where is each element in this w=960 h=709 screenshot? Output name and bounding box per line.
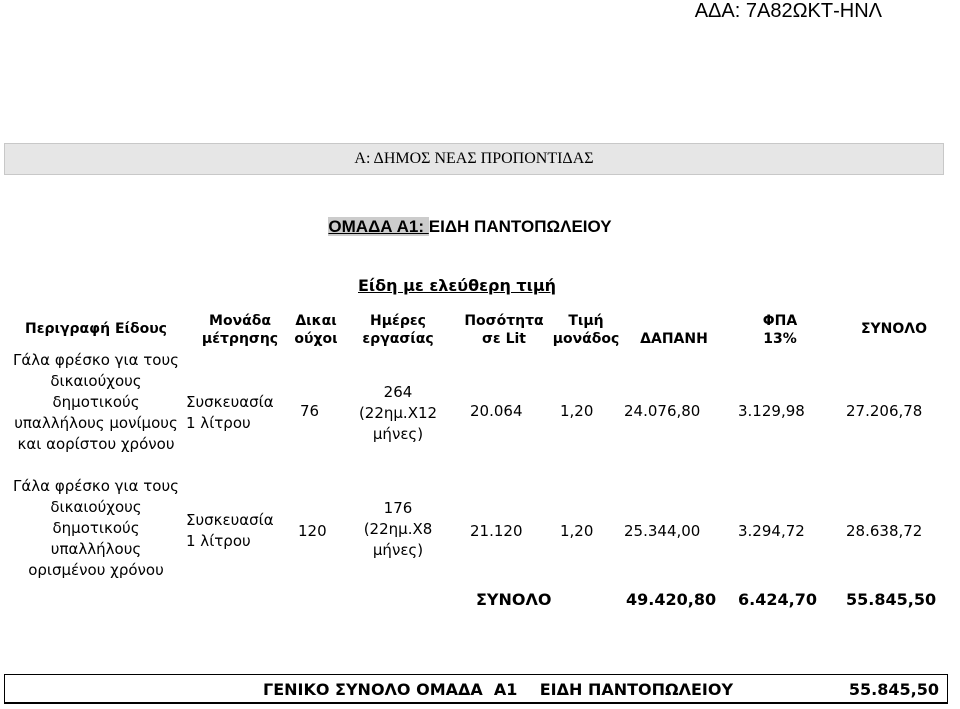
totals-label: ΣΥΝΟΛΟ (476, 590, 552, 609)
row2-workdays-line3: μήνες) (372, 541, 424, 559)
row2-price: 1,20 (560, 522, 594, 540)
row2-expense: 25.344,00 (624, 522, 701, 540)
header-beneficiaries (290, 312, 342, 348)
row2-unit (186, 510, 290, 552)
totals-vat: 6.424,70 (738, 590, 817, 609)
row1-unit-line1: Συσκευασία (186, 393, 274, 411)
group-title (0, 217, 940, 237)
municipality-title: Α: ΔΗΜΟΣ ΝΕΑΣ ΠΡΟΠΟΝΤΙΔΑΣ (354, 150, 594, 167)
header-workdays-line1: Ημέρες (370, 313, 426, 329)
grand-total-value: 55.845,50 (848, 680, 939, 699)
row1-workdays-line2: (22ημ.Χ12 (358, 404, 438, 422)
header-quantity-line2: σε Lit (482, 331, 526, 347)
header-vat (740, 312, 820, 348)
header-unit-line2: μέτρησης (201, 331, 279, 347)
header-quantity (458, 312, 550, 348)
row1-unit-line2: 1 λίτρου (186, 414, 251, 432)
free-price-title: Είδη με ελεύθερη τιμή (358, 276, 557, 295)
header-unit-line1: Μονάδα (209, 313, 271, 329)
row1-unit (186, 392, 290, 434)
totals-total: 55.845,50 (846, 590, 937, 609)
row2-total: 28.638,72 (846, 522, 923, 540)
row2-unit-line1: Συσκευασία (186, 511, 274, 529)
row2-beneficiaries: 120 (298, 522, 327, 540)
header-price (548, 312, 624, 348)
row2-quantity: 21.120 (470, 522, 523, 540)
header-price-line1: Τιμή (568, 313, 604, 329)
row1-expense: 24.076,80 (624, 402, 701, 420)
row1-description: Γάλα φρέσκο για τους δικαιούχους δημοτικούς υπαλλήλους μονίμους και αορίστου χρόνου (13, 351, 179, 453)
header-expense: ΔΑΠΑΝΗ (640, 331, 708, 347)
header-workdays-line2: εργασίας (362, 331, 434, 347)
ada-code: ΑΔΑ: 7Α82ΩΚΤ-ΗΝΛ (694, 0, 882, 22)
grand-total-box (4, 674, 948, 704)
row1-workdays-line3: μήνες) (372, 425, 424, 443)
row1-vat: 3.129,98 (738, 402, 805, 420)
grand-total-label: ΓΕΝΙΚΟ ΣΥΝΟΛΟ ΟΜΑΔΑ Α1 ΕΙΔΗ ΠΑΝΤΟΠΩΛΕΙΟΥ (263, 680, 734, 699)
header-quantity-line1: Ποσότητα (464, 313, 544, 329)
row1-workdays-line1: 264 (383, 383, 413, 401)
header-beneficiaries-line2: ούχοι (294, 331, 338, 347)
header-workdays (350, 312, 446, 348)
municipality-banner (4, 143, 944, 175)
row2-workdays (350, 498, 446, 561)
header-beneficiaries-line1: Δικαι (295, 313, 337, 329)
row1-workdays (350, 382, 446, 445)
row2-unit-line2: 1 λίτρου (186, 532, 251, 550)
row1-total: 27.206,78 (846, 402, 923, 420)
row1-price: 1,20 (560, 402, 594, 420)
header-unit (190, 312, 290, 348)
group-name: ΕΙΔΗ ΠΑΝΤΟΠΩΛΕΙΟΥ (428, 217, 612, 236)
header-vat-line1: ΦΠΑ (762, 313, 798, 329)
header-vat-line2: 13% (763, 331, 797, 347)
row2-workdays-line1: 176 (383, 499, 413, 517)
group-prefix: ΟΜΑΔΑ Α1: (328, 217, 429, 236)
row1-beneficiaries: 76 (300, 402, 320, 420)
row2-vat: 3.294,72 (738, 522, 805, 540)
row1-quantity: 20.064 (470, 402, 523, 420)
header-price-line2: μονάδος (552, 331, 620, 347)
totals-expense: 49.420,80 (626, 590, 717, 609)
row2-workdays-line2: (22ημ.Χ8 (363, 520, 433, 538)
row2-description: Γάλα φρέσκο για τους δικαιούχους δημοτικούς υπαλλήλους ορισμένου χρόνου (13, 477, 179, 579)
header-description: Περιγραφή Είδους (25, 321, 167, 337)
header-total: ΣΥΝΟΛΟ (860, 321, 928, 337)
